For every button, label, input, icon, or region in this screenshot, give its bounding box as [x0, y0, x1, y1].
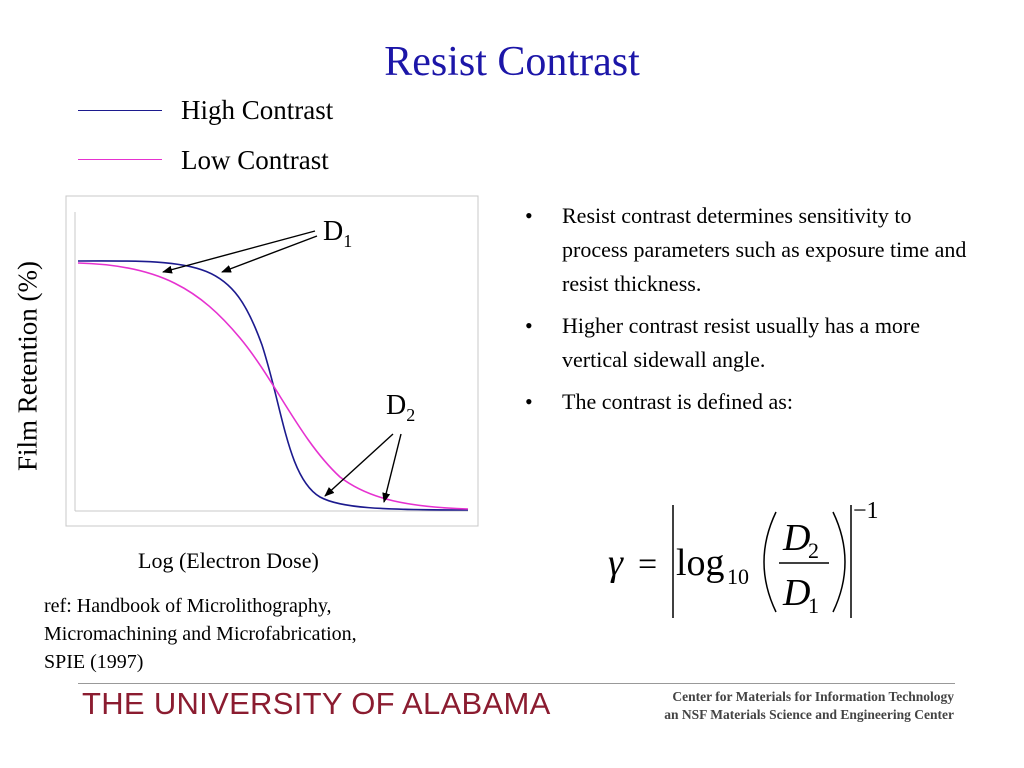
formula-num-sub: 2 [808, 538, 819, 563]
legend-label-low: Low Contrast [181, 145, 329, 175]
center-line: Center for Materials for Information Technology [672, 689, 954, 704]
paren-left [764, 512, 776, 612]
y-axis-label: Film Retention (%) [12, 261, 43, 471]
paren-right [833, 512, 845, 612]
reference-line: Micromachining and Microfabrication, [44, 623, 357, 645]
center-line: an NSF Materials Science and Engineering Center [664, 707, 954, 722]
bullet-text: Higher contrast resist usually has a more vertical sidewall angle. [562, 313, 921, 372]
reference-line: ref: Handbook of Microlithography, [44, 595, 332, 617]
formula-gamma: γ [608, 542, 623, 584]
formula-log: log [676, 542, 725, 584]
bullet-text: The contrast is defined as: [562, 389, 793, 414]
formula-log-base: 10 [727, 564, 749, 589]
d1-label: $D_1$ [323, 216, 353, 251]
footer-divider [78, 683, 955, 684]
formula-den-var: D [783, 572, 811, 614]
slide-title: Resist Contrast [384, 39, 640, 85]
university-name: THE UNIVERSITY OF ALABAMA [82, 686, 551, 721]
reference-line: SPIE (1997) [44, 651, 144, 673]
x-axis-label: Log (Electron Dose) [138, 548, 319, 573]
bullet-marker: • [525, 313, 533, 338]
bullet-text: Resist contrast determines sensitivity to process parameters such as exposure time and resist thickness. [562, 203, 967, 296]
bullet-marker: • [525, 203, 533, 228]
legend-label-high: High Contrast [181, 95, 334, 125]
formula-num-var: D [783, 517, 811, 559]
bullet-marker: • [525, 389, 533, 414]
center-info [664, 688, 954, 724]
formula-equals: = [638, 546, 658, 583]
formula-exponent: −1 [853, 498, 879, 524]
formula-den-sub: 1 [808, 593, 819, 618]
d2-label: $D_2$ [386, 390, 416, 425]
